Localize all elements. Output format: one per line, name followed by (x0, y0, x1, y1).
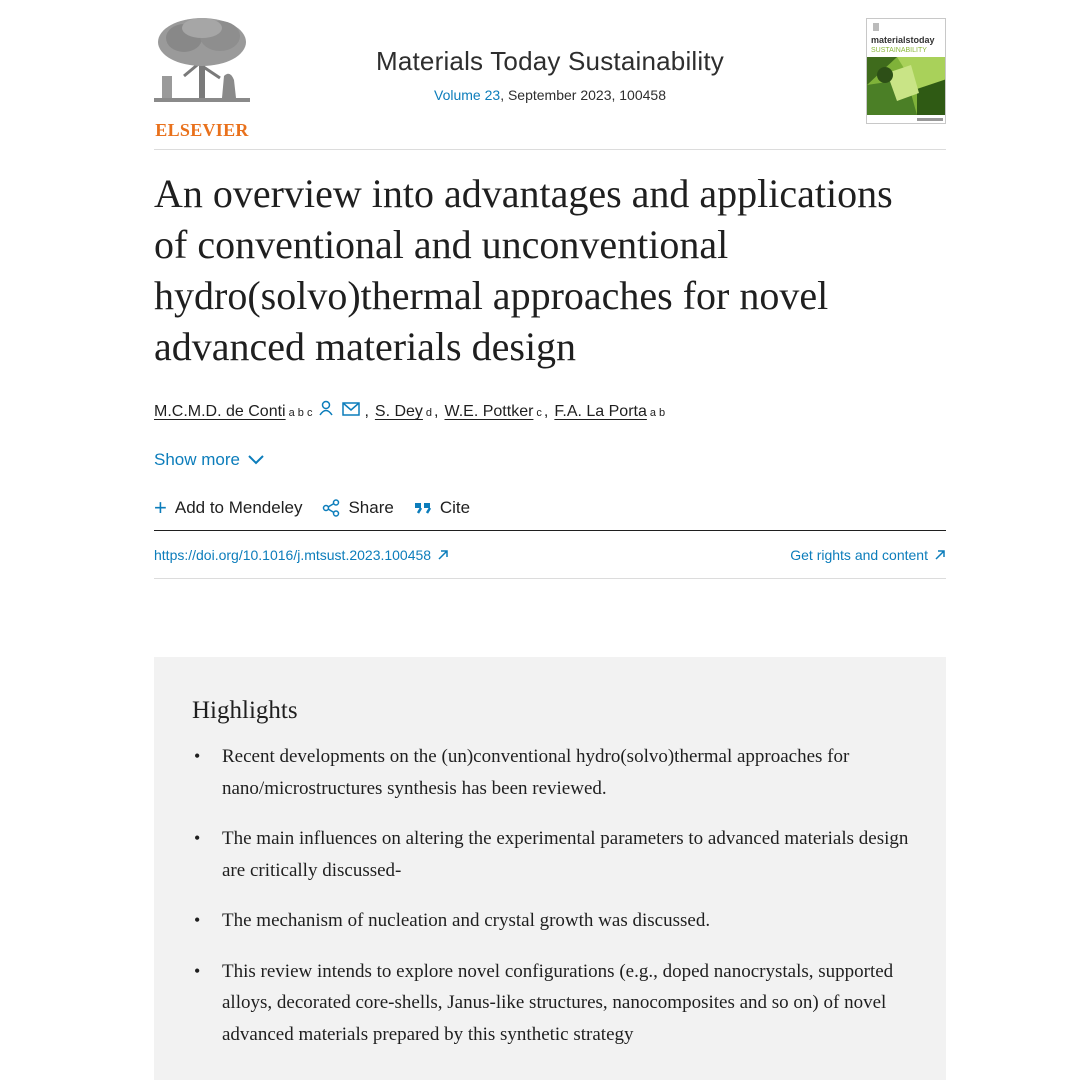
journal-info (294, 46, 806, 103)
author-list: M.C.M.D. de Conti a b c , S. Dey d , W.E. Pottker c , F.A. La Porta a b (154, 400, 946, 424)
cover-subtitle: SUSTAINABILITY (871, 47, 927, 54)
author-link[interactable]: F.A. La Porta (554, 403, 647, 420)
journal-title[interactable]: Materials Today Sustainability (375, 46, 725, 76)
author-link[interactable]: W.E. Pottker (444, 403, 534, 420)
show-more-button[interactable] (154, 450, 946, 470)
rights-label: Get rights and content (790, 547, 928, 563)
share-icon (322, 499, 340, 517)
get-rights-link[interactable] (790, 547, 946, 563)
show-more-label: Show more (154, 450, 240, 469)
share-label: Share (348, 498, 394, 517)
highlight-item: • This review intends to explore novel configurations (e.g., doped nanocrystals, supported alloys, decorated core-shells, Janus-like structures, nanocomposites and so on) of novel advanced materials prepared by this synthetic strategy (192, 956, 922, 1051)
author-affiliation[interactable]: d (425, 407, 433, 419)
doi-link[interactable] (154, 547, 449, 563)
cover-title: materialstoday (871, 35, 935, 45)
volume-link[interactable]: Volume 23 (434, 87, 501, 103)
elsevier-logo[interactable] (154, 16, 250, 140)
journal-cover-image[interactable] (866, 18, 946, 124)
cite-button[interactable] (414, 498, 470, 518)
highlight-item: • The main influences on altering the experimental parameters to advanced materials design are critically discussed- (192, 823, 922, 886)
author-affiliation[interactable]: a b (649, 407, 666, 419)
highlights-panel (154, 657, 946, 1080)
journal-meta (294, 87, 806, 103)
doi-label: https://doi.org/10.1016/j.mtsust.2023.100458 (154, 547, 432, 563)
article-actions (154, 496, 946, 520)
email-icon[interactable] (342, 401, 360, 423)
person-icon[interactable] (318, 400, 334, 423)
highlight-item: • The mechanism of nucleation and crystal growth was discussed. (192, 905, 922, 937)
highlights-heading: Highlights (192, 697, 298, 724)
elsevier-tree-icon (154, 16, 250, 106)
author-link[interactable]: S. Dey (374, 403, 423, 420)
highlight-item: • Recent developments on the (un)conventional hydro(solvo)thermal approaches for nano/microstructures synthesis has been reviewed. (192, 741, 922, 804)
quote-icon (414, 501, 432, 515)
add-to-mendeley-button[interactable] (154, 495, 303, 520)
highlights-list (192, 741, 922, 1069)
author-affiliation[interactable]: c (536, 407, 542, 419)
doi-row (154, 531, 946, 579)
issue-details: , September 2023, 100458 (500, 87, 666, 103)
author-link[interactable]: M.C.M.D. de Conti (154, 403, 286, 420)
journal-header (154, 0, 946, 150)
external-link-icon (437, 549, 449, 561)
external-link-icon (934, 549, 946, 561)
share-button[interactable] (322, 498, 393, 518)
elsevier-wordmark: ELSEVIER (155, 120, 249, 140)
author-affiliation[interactable]: a b c (288, 407, 313, 419)
plus-icon: + (154, 495, 167, 520)
mendeley-label: Add to Mendeley (174, 498, 303, 517)
article-title: An overview into advantages and applications of conventional and unconventional hydro(solvo)thermal approaches for novel advanced materials design (154, 171, 893, 369)
cite-label: Cite (439, 498, 471, 517)
chevron-down-icon (248, 455, 264, 465)
